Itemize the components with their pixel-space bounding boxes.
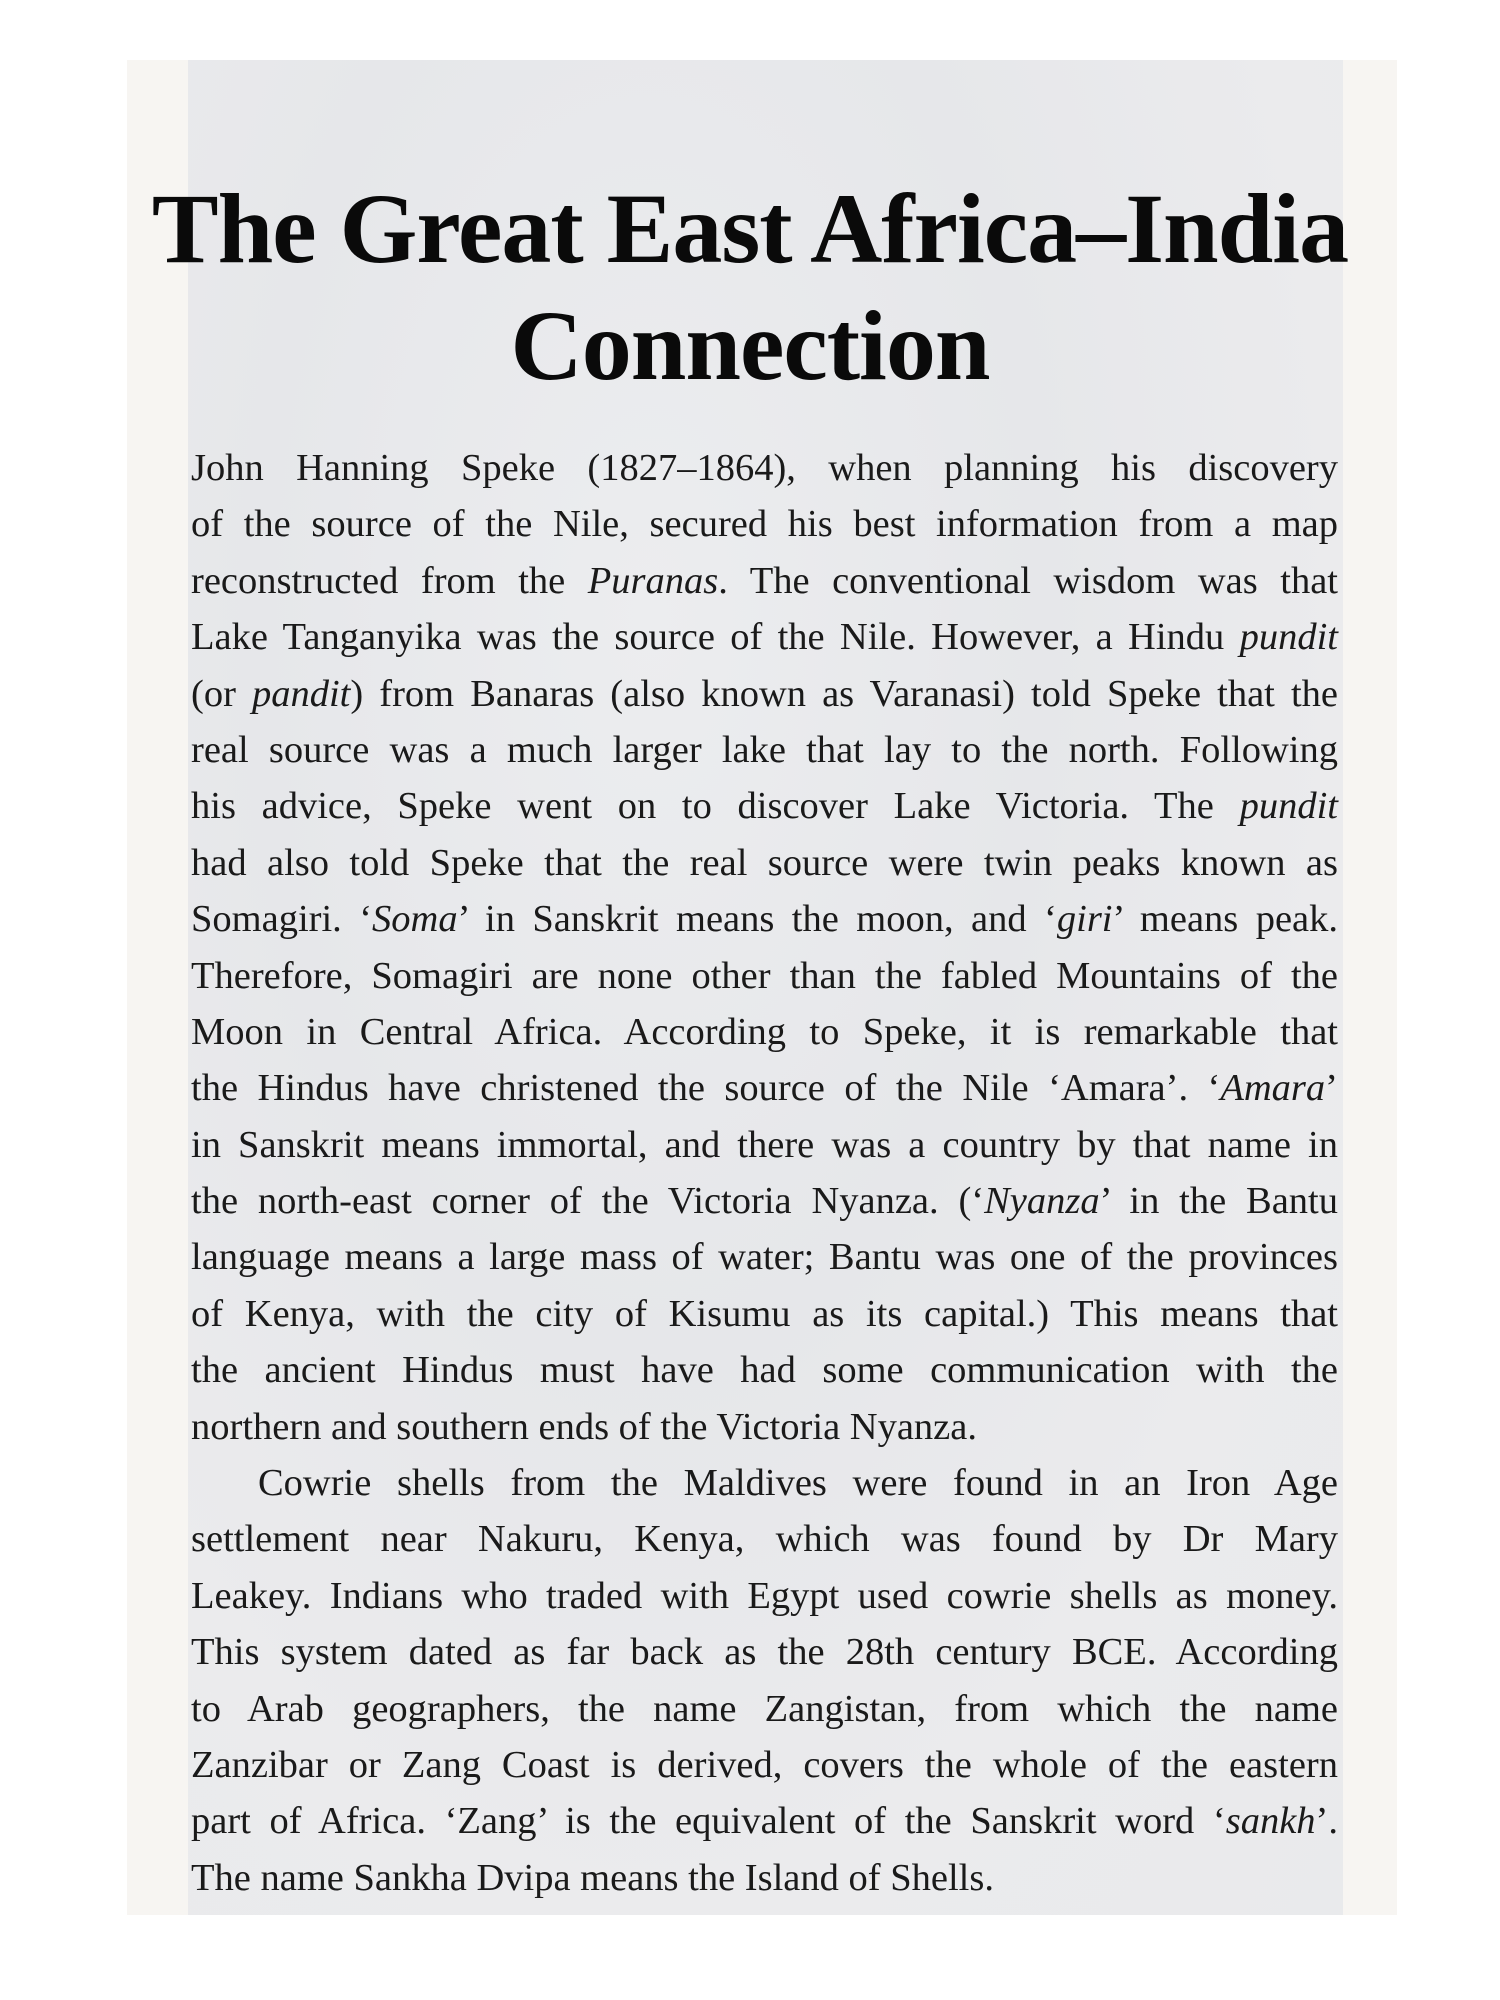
italic-term: pundit xyxy=(1239,785,1338,828)
italic-term: giri xyxy=(1056,898,1113,941)
text-run: Moon in Central Africa. According to Speke, it is remarkable that xyxy=(191,1010,1338,1053)
text-line xyxy=(191,609,1338,665)
text-run: Zanzibar or Zang Coast is derived, covers the whole of the eastern xyxy=(191,1743,1338,1786)
italic-term: Puranas xyxy=(587,559,719,602)
text-run: real source was a much larger lake that lay to the north. Following xyxy=(191,728,1338,771)
text-run: in Sanskrit means immortal, and there was a country by that name in xyxy=(191,1123,1338,1166)
text-run: Cowrie shells from the Maldives were found in an Iron Age xyxy=(258,1462,1338,1505)
text-run: ’ in Sanskrit means the moon, and ‘ xyxy=(457,898,1057,941)
text-line xyxy=(191,1850,1338,1906)
text-run: The name Sankha Dvipa means the Island of Shells. xyxy=(191,1856,994,1899)
text-line xyxy=(191,553,1338,609)
text-line xyxy=(191,1737,1338,1793)
text-run: This system dated as far back as the 28th century BCE. According xyxy=(191,1631,1338,1674)
text-run: . The conventional wisdom was that xyxy=(718,559,1338,602)
text-line xyxy=(191,1624,1338,1680)
text-line xyxy=(191,778,1338,834)
text-line xyxy=(191,1286,1338,1342)
text-line xyxy=(191,440,1338,496)
text-run: part of Africa. ‘Zang’ is the equivalent of the Sanskrit word ‘ xyxy=(191,1800,1226,1843)
text-run: to Arab geographers, the name Zangistan, from which the name xyxy=(191,1687,1338,1730)
text-line xyxy=(191,948,1338,1004)
italic-term: pundit xyxy=(1239,616,1338,659)
text-run: Somagiri. ‘ xyxy=(191,898,373,941)
italic-term: pandit xyxy=(251,672,351,715)
text-line xyxy=(191,496,1338,552)
text-line xyxy=(191,1568,1338,1624)
text-run: Therefore, Somagiri are none other than the fabled Mountains of the xyxy=(191,954,1338,997)
text-run: ’ means peak. xyxy=(1112,898,1339,941)
text-run: settlement near Nakuru, Kenya, which was found by Dr Mary xyxy=(191,1518,1338,1561)
chapter-title xyxy=(0,170,1500,404)
text-run: of Kenya, with the city of Kisumu as its capital.) This means that xyxy=(191,1292,1338,1335)
text-run: ’ xyxy=(1325,1067,1338,1110)
text-line xyxy=(191,1342,1338,1398)
italic-term: Soma xyxy=(372,898,458,941)
text-run: (or xyxy=(191,672,252,715)
text-run: the ancient Hindus must have had some communication with the xyxy=(191,1349,1338,1392)
text-line xyxy=(191,1681,1338,1737)
text-line xyxy=(191,1060,1338,1116)
text-line xyxy=(191,1117,1338,1173)
text-line xyxy=(191,1399,1338,1455)
paragraph xyxy=(191,440,1338,1455)
text-run: ) from Banaras (also known as Varanasi) told Speke that the xyxy=(350,672,1338,715)
text-run: language means a large mass of water; Bantu was one of the provinces xyxy=(191,1236,1338,1279)
text-run: reconstructed from the xyxy=(191,559,588,602)
text-run: of the source of the Nile, secured his best information from a map xyxy=(191,503,1338,546)
text-run: Lake Tanganyika was the source of the Nile. However, a Hindu xyxy=(191,616,1240,659)
italic-term: Nyanza xyxy=(984,1180,1100,1223)
text-line xyxy=(191,835,1338,891)
chapter-title-line-2: Connection xyxy=(510,290,990,401)
paragraph xyxy=(191,1455,1338,1906)
text-line xyxy=(191,1511,1338,1567)
text-line xyxy=(191,722,1338,778)
text-run: John Hanning Speke (1827–1864), when planning his discovery xyxy=(191,447,1338,489)
text-line xyxy=(191,891,1338,947)
chapter-title-line-1: The Great East Africa–India xyxy=(151,173,1349,284)
text-line xyxy=(191,1173,1338,1229)
text-line xyxy=(191,666,1338,722)
text-run: ’. xyxy=(1315,1800,1338,1843)
text-line xyxy=(191,1229,1338,1285)
text-run: Leakey. Indians who traded with Egypt used cowrie shells as money. xyxy=(191,1574,1338,1617)
text-run: ’ in the Bantu xyxy=(1099,1180,1338,1223)
chapter-body xyxy=(191,440,1338,1906)
italic-term: Amara xyxy=(1220,1067,1326,1110)
text-run: the north-east corner of the Victoria Nyanza. (‘ xyxy=(191,1180,985,1223)
text-line xyxy=(191,1455,1338,1511)
text-run: had also told Speke that the real source were twin peaks known as xyxy=(191,841,1338,884)
italic-term: sankh xyxy=(1225,1800,1316,1843)
text-line xyxy=(191,1793,1338,1849)
text-run: northern and southern ends of the Victoria Nyanza. xyxy=(191,1405,977,1448)
text-line xyxy=(191,1004,1338,1060)
text-run: the Hindus have christened the source of the Nile ‘Amara’. ‘ xyxy=(191,1067,1221,1110)
text-run: his advice, Speke went on to discover Lake Victoria. The xyxy=(191,785,1240,828)
